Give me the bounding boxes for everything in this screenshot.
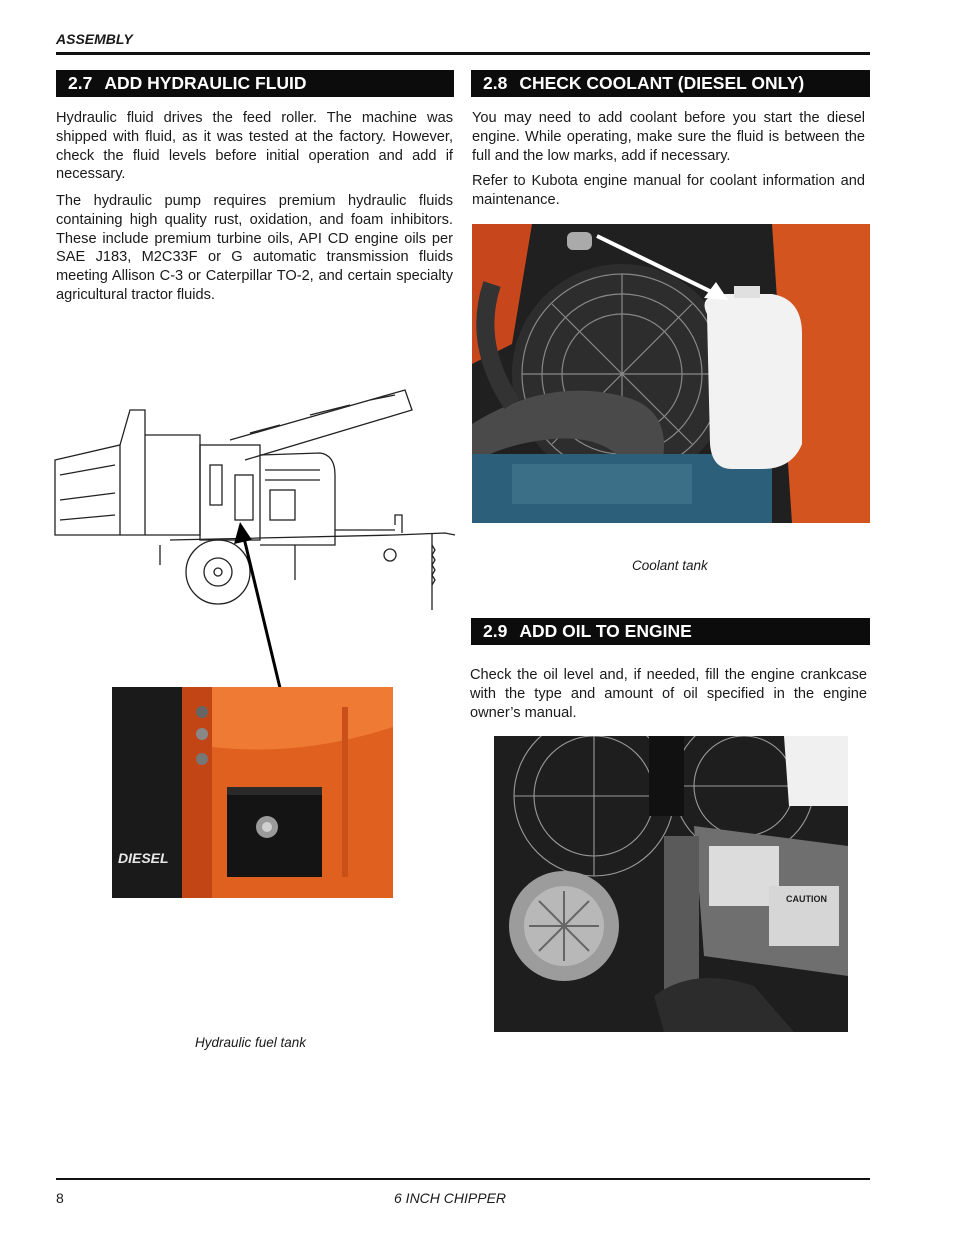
running-head: ASSEMBLY — [56, 31, 133, 47]
caption-coolant-tank: Coolant tank — [632, 558, 708, 573]
header-rule — [56, 52, 870, 55]
paragraph-coolant-2: Refer to Kubota engine manual for coolant information and maintenance. — [472, 173, 865, 208]
hydraulic-tank-photo — [112, 687, 393, 898]
section-title: CHECK COOLANT (DIESEL ONLY) — [519, 73, 805, 93]
section-number: 2.7 — [68, 73, 93, 93]
section-title: ADD OIL TO ENGINE — [519, 621, 692, 641]
footer-rule — [56, 1178, 870, 1180]
footer-title: 6 INCH CHIPPER — [394, 1190, 507, 1206]
coolant-tank-photo — [472, 224, 870, 523]
section-heading-hydraulic — [56, 70, 454, 97]
section-heading-coolant — [471, 70, 870, 97]
paragraph-coolant-1: You may need to add coolant before you start the diesel engine. While operating, make sure the fluid is between the full and the low marks, add if necessary. — [472, 110, 865, 164]
section-title: ADD HYDRAULIC FLUID — [104, 73, 307, 93]
paragraph-oil: Check the oil level and, if needed, fill the engine crankcase with the type and amount of oil specified in the engine owner’s manual. — [470, 667, 867, 721]
diesel-decal: DIESEL — [118, 850, 169, 866]
engine-oil-photo — [494, 736, 848, 1032]
caution-label: CAUTION — [786, 894, 827, 904]
paragraph-hydraulic-1: Hydraulic fluid drives the feed roller. The machine was shipped with fluid, as it was tested at the factory. However, check the fluid levels before initial operation and add if necessary. — [56, 110, 453, 183]
section-heading-oil — [471, 618, 870, 645]
caption-hydraulic-tank: Hydraulic fuel tank — [195, 1035, 307, 1050]
section-number: 2.9 — [483, 621, 508, 641]
page-number: 8 — [56, 1190, 64, 1206]
section-number: 2.8 — [483, 73, 508, 93]
pointer-arrow — [230, 520, 290, 690]
paragraph-hydraulic-2: The hydraulic pump requires premium hydraulic fluids containing high quality rust, oxidation, and foam inhibitors. These include premium turbine oils, API CD engine oils per SAE J183, M2C33F or G automatic transmission fluids meeting Allison C-3 or Caterpillar TO-2, and certain specialty agricultural tractor fluids. — [56, 193, 453, 303]
